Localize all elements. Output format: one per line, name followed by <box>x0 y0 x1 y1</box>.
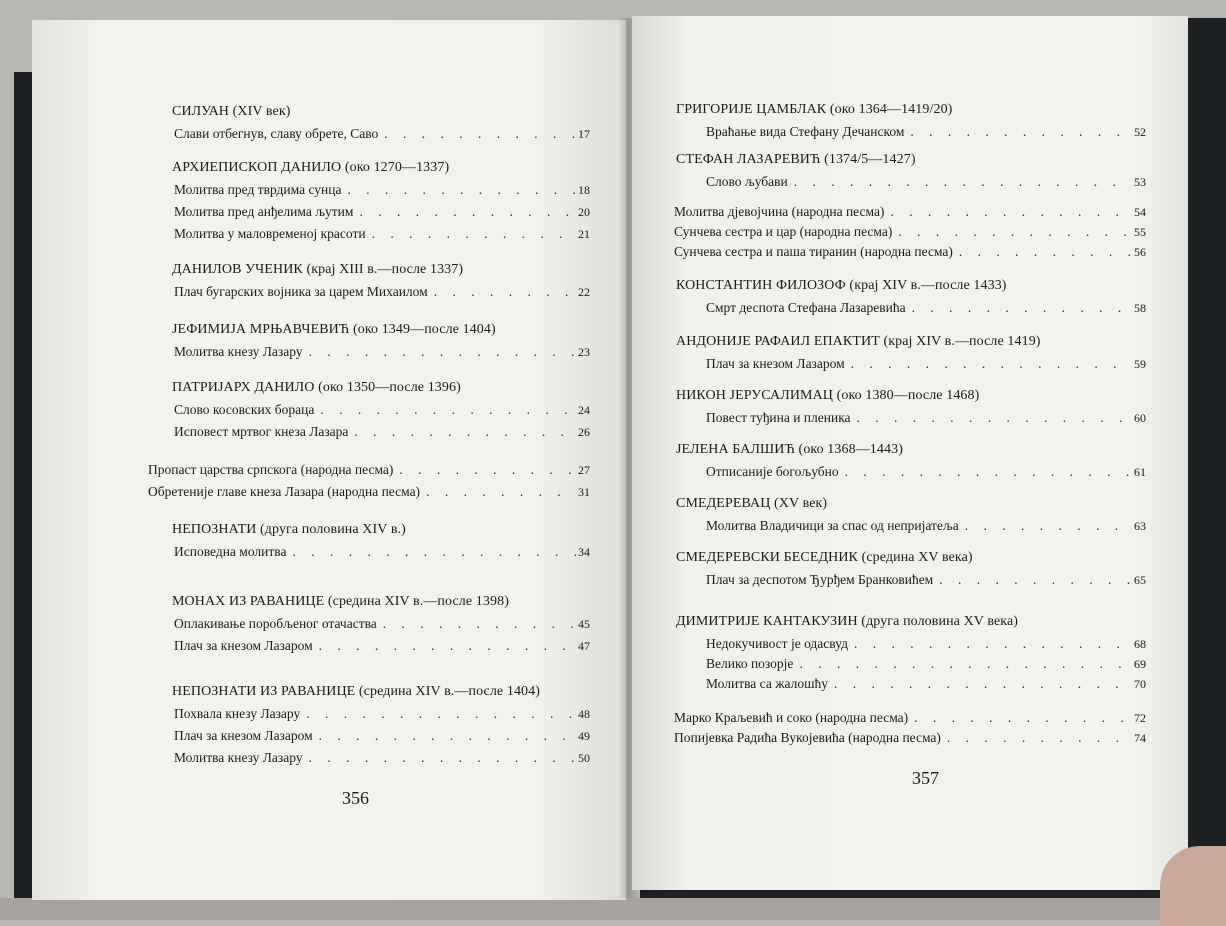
entry-page-number: 72 <box>1134 711 1146 725</box>
entry-page-number: 47 <box>578 639 590 653</box>
toc-entry <box>706 572 1146 588</box>
entry-page-number: 49 <box>578 729 590 743</box>
right-page-contents <box>632 16 1188 890</box>
author-heading: ДИМИТРИЈЕ КАНТАКУЗИН (друга половина XV века) <box>676 614 1019 629</box>
dot-leader <box>845 464 1132 480</box>
author-heading: ЈЕЛЕНА БАЛШИЋ (око 1368—1443) <box>676 442 903 457</box>
toc-entry <box>674 244 1146 260</box>
entry-page-number: 34 <box>578 545 590 559</box>
entry-page-number: 24 <box>578 403 590 417</box>
entry-title: Молитва пред анђелима љутим <box>174 204 354 219</box>
toc-entry <box>174 706 590 722</box>
author-heading: ЈЕФИМИЈА МРЊАВЧЕВИЋ (око 1349—после 1404) <box>172 322 496 337</box>
entry-title: Слово косовских бораца <box>174 402 315 417</box>
entry-page-number: 21 <box>578 227 590 241</box>
dot-leader <box>384 126 576 142</box>
page-number-right: 357 <box>912 768 939 788</box>
dot-leader <box>851 356 1132 372</box>
author-heading: ПАТРИЈАРХ ДАНИЛО (око 1350—после 1396) <box>172 380 461 395</box>
author-heading: СИЛУАН (XIV век) <box>172 104 291 119</box>
author-heading: НЕПОЗНАТИ ИЗ РАВАНИЦЕ (средина XIV в.—после 1404) <box>172 684 541 699</box>
toc-entry <box>148 462 590 478</box>
dot-leader <box>347 182 576 198</box>
entry-title: Молитва Владичици за спас од непријатеља <box>706 518 959 533</box>
entry-page-number: 31 <box>578 485 590 499</box>
entry-title: Велико позорје <box>706 656 794 671</box>
left-page-contents <box>32 20 626 900</box>
toc-entry <box>174 182 590 198</box>
entry-title: Сунчева сестра и паша тиранин (народна песма) <box>674 244 953 259</box>
dot-leader <box>890 204 1132 220</box>
author-heading: НИКОН ЈЕРУСАЛИМАЦ (око 1380—после 1468) <box>676 388 980 403</box>
dot-leader <box>834 676 1132 692</box>
toc-entry <box>174 402 590 418</box>
entry-page-number: 63 <box>1134 519 1146 533</box>
toc-entry <box>174 728 590 744</box>
author-heading: АНДОНИЈЕ РАФАИЛ ЕПАКТИТ (крај XIV в.—после 1419) <box>676 334 1041 349</box>
entry-title: Повест туђина и пленика <box>706 410 851 425</box>
page-number-left: 356 <box>342 788 369 808</box>
toc-entry <box>706 656 1146 672</box>
dot-leader <box>434 284 576 300</box>
entry-title: Слово љубави <box>706 174 788 189</box>
author-heading: ГРИГОРИЈЕ ЦАМБЛАК (око 1364—1419/20) <box>676 102 953 117</box>
entry-title: Отписаније богољубно <box>706 464 839 479</box>
right-page <box>632 16 1188 890</box>
entry-title: Молитва кнезу Лазару <box>174 750 303 765</box>
toc-entry <box>706 356 1146 372</box>
entry-title: Плач за кнезом Лазаром <box>174 728 313 743</box>
dot-leader <box>857 410 1132 426</box>
dot-leader <box>372 226 576 242</box>
entry-page-number: 50 <box>578 751 590 765</box>
entry-page-number: 61 <box>1134 465 1146 479</box>
dot-leader <box>292 544 576 560</box>
author-heading: СТЕФАН ЛАЗАРЕВИЋ (1374/5—1427) <box>676 152 916 167</box>
author-heading: КОНСТАНТИН ФИЛОЗОФ (крај XIV в.—после 1433) <box>676 278 1007 293</box>
author-heading: МОНАХ ИЗ РАВАНИЦЕ (средина XIV в.—после 1398) <box>172 594 509 609</box>
dot-leader <box>965 518 1132 534</box>
dot-leader <box>912 300 1132 316</box>
toc-entry <box>674 204 1146 220</box>
entry-title: Смрт деспота Стефана Лазаревића <box>706 300 906 315</box>
toc-entry <box>674 224 1146 240</box>
entry-page-number: 27 <box>578 463 590 477</box>
entry-title: Обретеније главе кнеза Лазара (народна песма) <box>148 484 421 499</box>
dot-leader <box>320 402 576 418</box>
entry-title: Молитва у маловременој красоти <box>174 226 366 241</box>
entry-title: Похвала кнезу Лазару <box>174 706 301 721</box>
toc-entry <box>174 204 590 220</box>
entry-page-number: 22 <box>578 285 590 299</box>
toc-entry <box>174 638 590 654</box>
toc-entry <box>706 676 1146 692</box>
entry-page-number: 17 <box>578 127 590 141</box>
entry-page-number: 54 <box>1134 205 1146 219</box>
toc-entry <box>174 344 590 360</box>
author-heading: СМЕДЕРЕВСКИ БЕСЕДНИК (средина XV века) <box>676 550 973 565</box>
dot-leader <box>939 572 1132 588</box>
entry-page-number: 65 <box>1134 573 1146 587</box>
dot-leader <box>947 730 1132 746</box>
entry-page-number: 68 <box>1134 637 1146 651</box>
entry-page-number: 26 <box>578 425 590 439</box>
entry-title: Враћање вида Стефану Дечанском <box>706 124 905 139</box>
dot-leader <box>854 636 1132 652</box>
author-heading: АРХИЕПИСКОП ДАНИЛО (око 1270—1337) <box>172 160 450 175</box>
entry-title: Сунчева сестра и цар (народна песма) <box>674 224 893 239</box>
dot-leader <box>319 638 576 654</box>
dot-leader <box>399 462 576 478</box>
entry-page-number: 45 <box>578 617 590 631</box>
dot-leader <box>898 224 1132 240</box>
toc-entry <box>174 544 590 560</box>
dot-leader <box>799 656 1132 672</box>
entry-title: Молитва пред тврдима сунца <box>174 182 342 197</box>
toc-entry <box>148 484 590 500</box>
entry-title: Исповест мртвог кнеза Лазара <box>174 424 349 439</box>
entry-page-number: 48 <box>578 707 590 721</box>
entry-page-number: 58 <box>1134 301 1146 315</box>
toc-entry <box>174 126 590 142</box>
dot-leader <box>309 750 576 766</box>
toc-entry <box>706 174 1146 190</box>
dot-leader <box>794 174 1132 190</box>
toc-entry <box>706 410 1146 426</box>
thumb <box>1160 846 1226 926</box>
left-page <box>32 20 626 900</box>
entry-title: Попијевка Радића Вукојевића (народна песма) <box>674 730 941 745</box>
entry-page-number: 23 <box>578 345 590 359</box>
entry-page-number: 55 <box>1134 225 1146 239</box>
entry-title: Недокучивост је одасвуд <box>706 636 848 651</box>
entry-page-number: 70 <box>1134 677 1146 691</box>
entry-title: Молитва кнезу Лазару <box>174 344 303 359</box>
dot-leader <box>309 344 576 360</box>
entry-title: Пропаст царства српскога (народна песма) <box>148 462 394 477</box>
dot-leader <box>959 244 1132 260</box>
entry-page-number: 74 <box>1134 731 1146 745</box>
toc-entry <box>706 300 1146 316</box>
entry-title: Молитва са жалошћу <box>706 676 829 691</box>
entry-page-number: 52 <box>1134 125 1146 139</box>
toc-entry <box>174 616 590 632</box>
entry-page-number: 20 <box>578 205 590 219</box>
entry-title: Оплакивање поробљеног отачаства <box>174 616 377 631</box>
author-heading: СМЕДЕРЕВАЦ (XV век) <box>676 496 828 511</box>
dot-leader <box>910 124 1132 140</box>
toc-entry <box>174 424 590 440</box>
entry-page-number: 53 <box>1134 175 1146 189</box>
toc-entry <box>706 464 1146 480</box>
entry-title: Плач за кнезом Лазаром <box>174 638 313 653</box>
dot-leader <box>914 710 1132 726</box>
table-surface <box>0 898 1226 920</box>
toc-entry <box>174 226 590 242</box>
toc-entry <box>674 730 1146 746</box>
entry-title: Плач бугарских војника за царем Михаилом <box>174 284 428 299</box>
toc-entry <box>174 284 590 300</box>
toc-entry <box>706 518 1146 534</box>
entry-title: Плач за деспотом Ђурђем Бранковићем <box>706 572 934 587</box>
toc-entry <box>706 636 1146 652</box>
toc-entry <box>706 124 1146 140</box>
dot-leader <box>383 616 576 632</box>
dot-leader <box>426 484 576 500</box>
dot-leader <box>354 424 576 440</box>
toc-entry <box>674 710 1146 726</box>
author-heading: НЕПОЗНАТИ (друга половина XIV в.) <box>172 522 406 537</box>
entry-page-number: 56 <box>1134 245 1146 259</box>
entry-page-number: 18 <box>578 183 590 197</box>
entry-page-number: 60 <box>1134 411 1146 425</box>
author-heading: ДАНИЛОВ УЧЕНИК (крај XIII в.—после 1337) <box>172 262 464 277</box>
entry-page-number: 59 <box>1134 357 1146 371</box>
dot-leader <box>359 204 576 220</box>
dot-leader <box>306 706 576 722</box>
entry-title: Плач за кнезом Лазаром <box>706 356 845 371</box>
entry-title: Исповедна молитва <box>174 544 287 559</box>
entry-title: Марко Краљевић и соко (народна песма) <box>674 710 909 725</box>
entry-title: Молитва дјевојчина (народна песма) <box>674 204 885 219</box>
toc-entry <box>174 750 590 766</box>
entry-page-number: 69 <box>1134 657 1146 671</box>
dot-leader <box>319 728 576 744</box>
entry-title: Слави отбегнув, славу обрете, Саво <box>174 126 379 141</box>
